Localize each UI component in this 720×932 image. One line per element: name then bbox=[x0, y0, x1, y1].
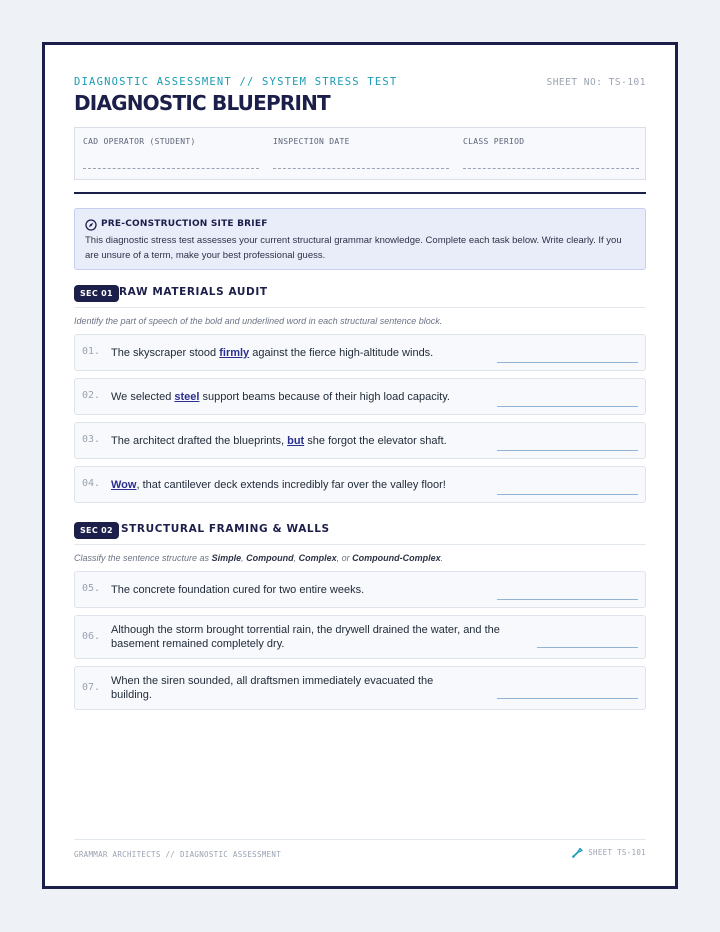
keyword: but bbox=[287, 435, 305, 447]
brief-text: This diagnostic stress test assesses your current structural grammar knowledge. Complete each task below. Write clearly. If you are unsure of a term, make your best professional guess. bbox=[85, 235, 622, 261]
header-kicker: DIAGNOSTIC ASSESSMENT // SYSTEM STRESS TEST bbox=[74, 76, 398, 88]
question-block bbox=[74, 666, 646, 710]
brief-title: PRE-CONSTRUCTION SITE BRIEF bbox=[101, 219, 268, 229]
footer-divider bbox=[74, 839, 646, 840]
compass-icon bbox=[85, 218, 97, 230]
field-label: INSPECTION DATE bbox=[273, 137, 350, 146]
question-text: The skyscraper stood firmly against the fierce high-altitude winds. bbox=[111, 347, 434, 359]
question-block bbox=[74, 378, 646, 415]
question-number: 05. bbox=[82, 583, 101, 594]
keyword: steel bbox=[174, 391, 200, 403]
question-text: Although the storm brought torrential rain, the drywell drained the water, and the basement remained completely dry. bbox=[111, 624, 500, 650]
section-header-02 bbox=[74, 522, 646, 545]
section-instruction: Identify the part of speech of the bold and underlined word in each structural sentence block. bbox=[74, 316, 443, 326]
answer-line[interactable] bbox=[497, 406, 638, 407]
option-complex: Complex bbox=[298, 553, 337, 563]
page-title: DIAGNOSTIC BLUEPRINT bbox=[74, 91, 330, 115]
question-block bbox=[74, 615, 646, 659]
question-number: 01. bbox=[82, 346, 101, 357]
class-period-input-line[interactable] bbox=[463, 168, 639, 169]
option-compound-complex: Compound-Complex bbox=[352, 553, 441, 563]
question-text: The architect drafted the blueprints, but she forgot the elevator shaft. bbox=[111, 435, 447, 447]
section-instruction: Classify the sentence structure as Simple, Compound, Complex, or Compound-Complex. bbox=[74, 553, 444, 563]
worksheet-page bbox=[42, 42, 678, 889]
answer-line[interactable] bbox=[537, 647, 638, 648]
question-text: When the siren sounded, all draftsmen immediately evacuated the building. bbox=[111, 675, 434, 701]
footer-sheet bbox=[571, 846, 646, 859]
footer-sheet-number: SHEET TS-101 bbox=[588, 848, 646, 857]
question-number: 02. bbox=[82, 390, 101, 401]
field-date bbox=[265, 128, 455, 179]
question-block bbox=[74, 422, 646, 459]
keyword: firmly bbox=[219, 347, 250, 359]
answer-line[interactable] bbox=[497, 599, 638, 600]
question-number: 03. bbox=[82, 434, 101, 445]
question-text: The concrete foundation cured for two entire weeks. bbox=[111, 584, 365, 596]
student-name-input-line[interactable] bbox=[83, 168, 259, 169]
answer-line[interactable] bbox=[497, 494, 638, 495]
field-label: CLASS PERIOD bbox=[463, 137, 525, 146]
keyword: Wow bbox=[111, 479, 137, 491]
question-block bbox=[74, 466, 646, 503]
question-block bbox=[74, 571, 646, 608]
section-title: STRUCTURAL FRAMING & WALLS bbox=[121, 523, 330, 535]
question-text: We selected steel support beams because of their high load capacity. bbox=[111, 391, 450, 403]
date-input-line[interactable] bbox=[273, 168, 449, 169]
section-badge: SEC 01 bbox=[74, 285, 119, 302]
section-title: RAW MATERIALS AUDIT bbox=[119, 286, 268, 298]
section-header-01 bbox=[74, 285, 646, 308]
site-brief-box bbox=[74, 208, 646, 270]
question-number: 07. bbox=[82, 682, 101, 693]
question-block bbox=[74, 334, 646, 371]
student-info-fields bbox=[74, 127, 646, 180]
option-simple: Simple bbox=[211, 553, 242, 563]
brief-header bbox=[85, 218, 635, 230]
field-period bbox=[455, 128, 645, 179]
sheet-number: SHEET NO: TS-101 bbox=[546, 77, 646, 88]
field-label: CAD OPERATOR (STUDENT) bbox=[83, 137, 196, 146]
header-divider bbox=[74, 192, 646, 194]
section-badge: SEC 02 bbox=[74, 522, 119, 539]
drafting-tool-icon bbox=[571, 846, 584, 859]
field-student bbox=[75, 128, 265, 179]
answer-line[interactable] bbox=[497, 698, 638, 699]
answer-line[interactable] bbox=[497, 450, 638, 451]
question-text: Wow, that cantilever deck extends incredibly far over the valley floor! bbox=[111, 479, 446, 491]
footer-label: GRAMMAR ARCHITECTS // DIAGNOSTIC ASSESSMENT bbox=[74, 850, 282, 859]
answer-line[interactable] bbox=[497, 362, 638, 363]
question-number: 04. bbox=[82, 478, 101, 489]
question-number: 06. bbox=[82, 631, 101, 642]
option-compound: Compound bbox=[246, 553, 294, 563]
